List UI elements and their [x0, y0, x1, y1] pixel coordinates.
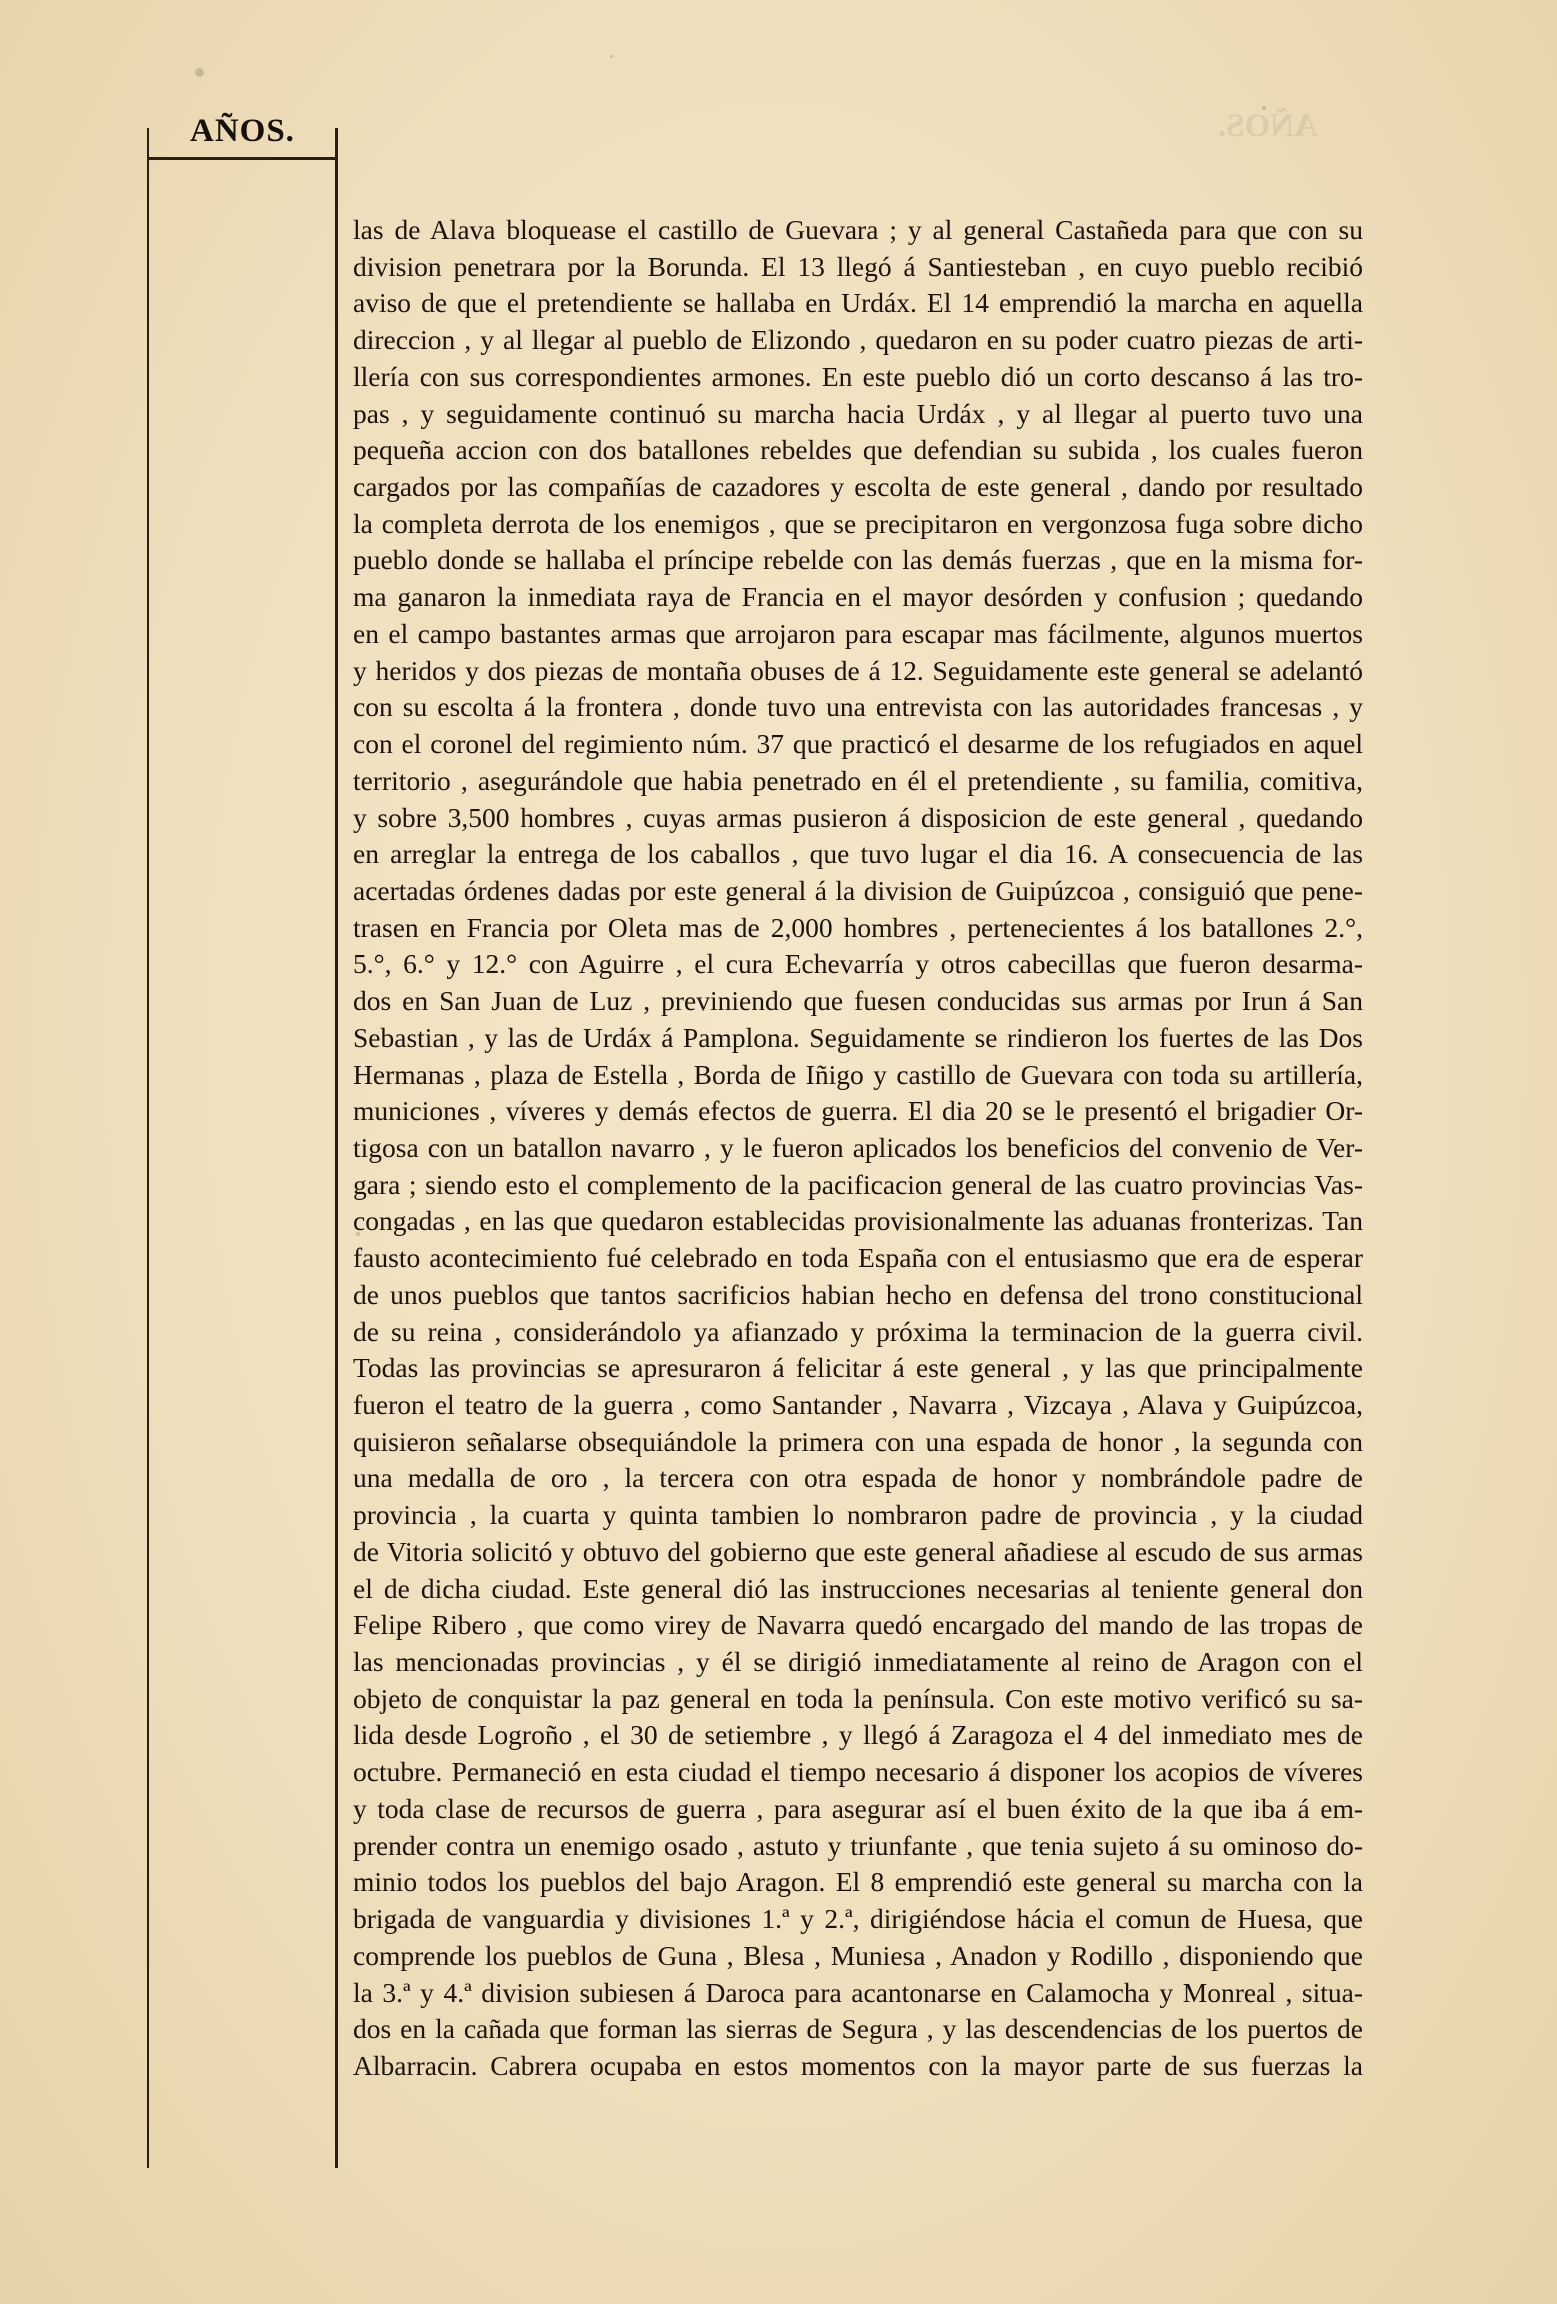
text-line: octubre. Permaneció en esta ciudad el tiempo necesario á disponer los acopios de víveres — [353, 1756, 1363, 1788]
paper-speck — [356, 1232, 360, 1236]
text-line: fausto acontecimiento fué celebrado en toda España con el entusiasmo que era de esperar — [353, 1242, 1363, 1274]
text-line: municiones , víveres y demás efectos de guerra. El dia 20 se le presentó el brigadier Or- — [353, 1095, 1363, 1127]
margin-left-rule — [147, 128, 149, 2168]
text-line: acertadas órdenes dadas por este general á la division de Guipúzcoa , consiguió que pene- — [353, 874, 1363, 906]
bleed-through-title: AÑOS. — [1218, 108, 1318, 144]
text-line: territorio , asegurándole que habia penetrado en él el pretendiente , su familia, comitiva, — [353, 764, 1363, 796]
text-line: de Vitoria solicitó y obtuvo del gobierno que este general añadiese al escudo de sus armas — [353, 1535, 1363, 1567]
text-line: las de Alava bloquease el castillo de Guevara ; y al general Castañeda para que con su — [353, 214, 1363, 245]
text-line: las mencionadas provincias , y él se dirigió inmediatamente al reino de Aragon con el — [353, 1646, 1363, 1678]
text-line: la 3.ª y 4.ª division subiesen á Daroca para acantonarse en Calamocha y Monreal , situa- — [353, 1976, 1363, 2008]
text-line: 5.°, 6.° y 12.° con Aguirre , el cura Echevarría y otros cabecillas que fueron desarma- — [353, 948, 1363, 980]
text-line: ma ganaron la inmediata raya de Francia en el mayor desórden y confusion ; quedando — [353, 581, 1363, 613]
text-line: la completa derrota de los enemigos , que se precipitaron en vergonzosa fuga sobre dicho — [353, 507, 1363, 539]
text-line: en arreglar la entrega de los caballos , que tuvo lugar el dia 16. A consecuencia de las — [353, 838, 1363, 870]
text-line: con el coronel del regimiento núm. 37 que practicó el desarme de los refugiados en aquel — [353, 728, 1363, 760]
text-line: prender contra un enemigo osado , astuto y triunfante , que tenia sujeto á su ominoso do- — [353, 1829, 1363, 1861]
margin-right-rule — [335, 128, 338, 2168]
body-text — [353, 212, 1363, 2085]
text-line: fueron el teatro de la guerra , como Santander , Navarra , Vizcaya , Alava y Guipúzcoa, — [353, 1389, 1363, 1420]
text-line: en el campo bastantes armas que arrojaron para escapar mas fácilmente, algunos muertos — [353, 617, 1363, 649]
text-line: lida desde Logroño , el 30 de setiembre , y llegó á Zaragoza el 4 del inmediato mes de — [353, 1719, 1363, 1751]
paper-speck — [1262, 106, 1266, 110]
text-line: minio todos los pueblos del bajo Aragon. El 8 emprendió este general su marcha con la — [353, 1866, 1363, 1898]
text-line: dos en San Juan de Luz , previniendo que fuesen conducidas sus armas por Irun á San — [353, 985, 1363, 1017]
margin-header-title: AÑOS. — [190, 113, 295, 149]
text-line: Sebastian , y las de Urdáx á Pamplona. Seguidamente se rindieron los fuertes de las Dos — [353, 1021, 1363, 1053]
text-line: pueblo donde se hallaba el príncipe rebelde con las demás fuerzas , que en la misma for- — [353, 544, 1363, 576]
text-line: y heridos y dos piezas de montaña obuses de á 12. Seguidamente este general se adelantó — [353, 654, 1363, 686]
text-line: dos en la cañada que forman las sierras de Segura , y las descendencias de los puertos de — [353, 2013, 1363, 2045]
text-line: una medalla de oro , la tercera con otra espada de honor y nombrándole padre de — [353, 1462, 1363, 1494]
text-line: pequeña accion con dos batallones rebeldes que defendian su subida , los cuales fueron — [353, 434, 1363, 466]
text-line: Todas las provincias se apresuraron á felicitar á este general , y las que principalmente — [353, 1352, 1363, 1384]
text-line: provincia , la cuarta y quinta tambien lo nombraron padre de provincia , y la ciudad — [353, 1499, 1363, 1531]
text-line: Hermanas , plaza de Estella , Borda de Iñigo y castillo de Guevara con toda su artillería, — [353, 1058, 1363, 1090]
text-line: de su reina , considerándolo ya afianzado y próxima la terminacion de la guerra civil. — [353, 1315, 1363, 1347]
text-line: objeto de conquistar la paz general en toda la península. Con este motivo verificó su sa- — [353, 1682, 1363, 1714]
text-line: Albarracin. Cabrera ocupaba en estos momentos con la mayor parte de sus fuerzas la — [353, 2049, 1363, 2081]
text-line: Felipe Ribero , que como virey de Navarra quedó encargado del mando de las tropas de — [353, 1609, 1363, 1641]
text-line: pas , y seguidamente continuó su marcha hacia Urdáx , y al llegar al puerto tuvo una — [353, 397, 1363, 429]
paper-speck — [195, 68, 204, 77]
text-line: gara ; siendo esto el complemento de la pacificacion general de las cuatro provincias Vas- — [353, 1168, 1363, 1200]
text-line: el de dicha ciudad. Este general dió las instrucciones necesarias al teniente general don — [353, 1572, 1363, 1604]
margin-header-rule — [147, 157, 338, 160]
text-line: direccion , y al llegar al pueblo de Elizondo , quedaron en su poder cuatro piezas de arti- — [353, 324, 1363, 356]
text-line: aviso de que el pretendiente se hallaba en Urdáx. El 14 emprendió la marcha en aquella — [353, 287, 1363, 319]
text-line: de unos pueblos que tantos sacrificios habian hecho en defensa del trono constitucional — [353, 1278, 1363, 1310]
text-line: tigosa con un batallon navarro , y le fueron aplicados los beneficios del convenio de Ver- — [353, 1131, 1363, 1163]
paper-speck — [610, 55, 613, 58]
text-line: llería con sus correspondientes armones. En este pueblo dió un corto descanso á las tro- — [353, 360, 1363, 392]
text-line: division penetrara por la Borunda. El 13 llegó á Santiesteban , en cuyo pueblo recibió — [353, 250, 1363, 282]
text-line: y sobre 3,500 hombres , cuyas armas pusieron á disposicion de este general , quedando — [353, 801, 1363, 833]
text-line: trasen en Francia por Oleta mas de 2,000 hombres , pertenecientes á los batallones 2.°, — [353, 911, 1363, 943]
text-line: quisieron señalarse obsequiándole la primera con una espada de honor , la segunda con — [353, 1425, 1363, 1457]
text-line: congadas , en las que quedaron establecidas provisionalmente las aduanas fronterizas. Tan — [353, 1205, 1363, 1237]
text-line: brigada de vanguardia y divisiones 1.ª y 2.ª, dirigiéndose hácia el comun de Huesa, que — [353, 1903, 1363, 1935]
text-line: comprende los pueblos de Guna , Blesa , Muniesa , Anadon y Rodillo , disponiendo que — [353, 1939, 1363, 1971]
text-line: cargados por las compañías de cazadores y escolta de este general , dando por resultado — [353, 471, 1363, 503]
text-line: con su escolta á la frontera , donde tuvo una entrevista con las autoridades francesas , y — [353, 691, 1363, 723]
text-line: y toda clase de recursos de guerra , para asegurar así el buen éxito de la que iba á em- — [353, 1792, 1363, 1824]
